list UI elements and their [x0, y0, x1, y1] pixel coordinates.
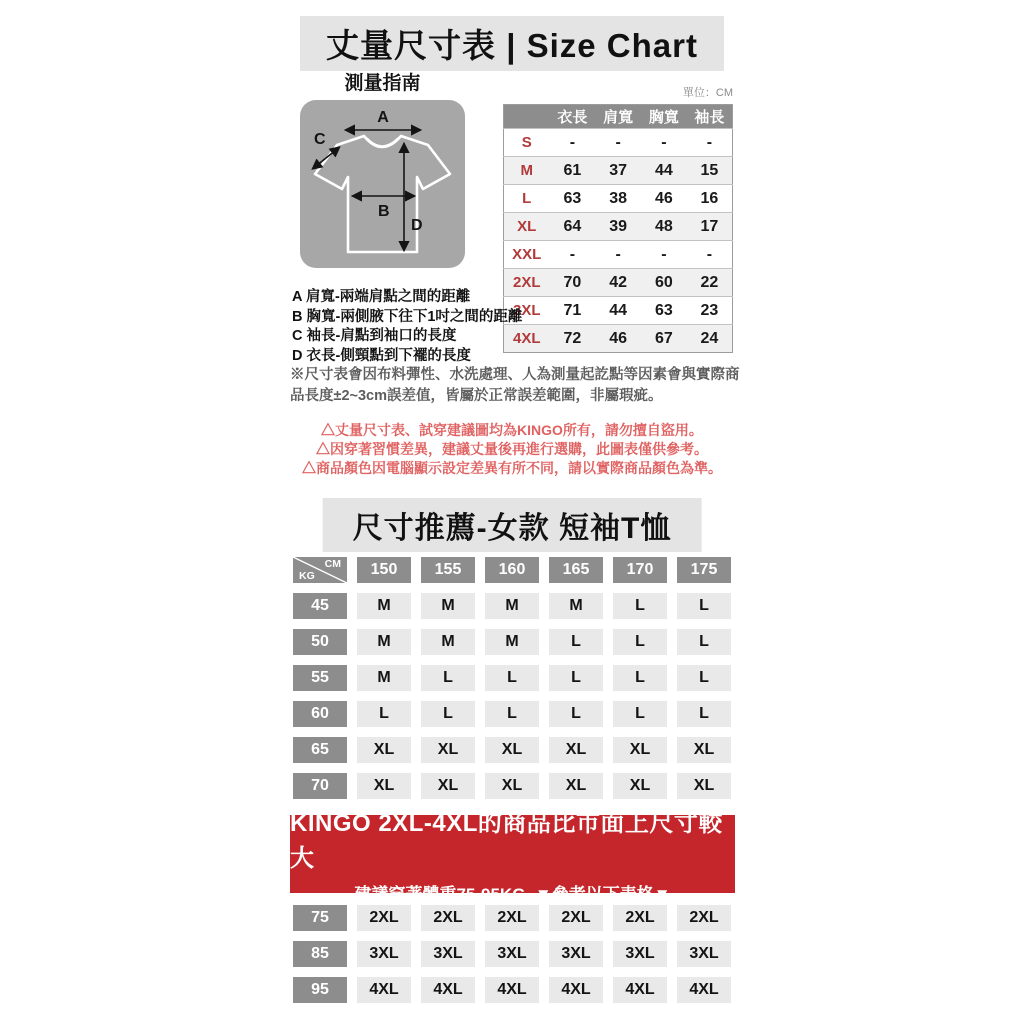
size-cell: L — [613, 629, 667, 655]
size-value-cell: 46 — [641, 185, 687, 213]
size-cell: M — [357, 665, 411, 691]
size-cell: XL — [357, 737, 411, 763]
size-cell: XL — [485, 773, 539, 799]
warning-line: △因穿著習慣差異，建議丈量後再進行選購，此圖表僅供參考。 — [316, 441, 708, 457]
size-cell: 2XL — [485, 905, 539, 931]
size-cell: XL — [549, 773, 603, 799]
size-value-cell: 17 — [687, 213, 733, 241]
size-value-cell: 44 — [641, 157, 687, 185]
size-value-cell: 61 — [550, 157, 596, 185]
size-cell: 4XL — [421, 977, 475, 1003]
height-header: 150 — [357, 557, 411, 583]
size-cell: M — [485, 593, 539, 619]
tshirt-measure-diagram — [300, 100, 465, 268]
table-row — [504, 241, 733, 269]
size-cell: 3XL — [677, 941, 731, 967]
size-cell: 2XL — [421, 905, 475, 931]
size-cell: 2XL — [549, 905, 603, 931]
col-sleeve-length: 袖長 — [687, 105, 733, 129]
size-value-cell: 37 — [595, 157, 641, 185]
label-d: D — [411, 217, 423, 234]
size-value-cell: - — [595, 129, 641, 157]
size-value-cell: 44 — [595, 297, 641, 325]
size-cell: 4XL — [613, 977, 667, 1003]
note-chest: B 胸寬-兩側腋下往下1吋之間的距離 — [292, 308, 523, 325]
table-row — [504, 185, 733, 213]
size-cell: L — [485, 701, 539, 727]
table-row — [504, 269, 733, 297]
size-cell: L — [613, 665, 667, 691]
tshirt-diagram-svg — [300, 100, 465, 268]
tolerance-disclaimer: ※尺寸表會因布料彈性、水洗處理、人為測量起訖點等因素會與實際商品長度±2~3cm誤差值，皆屬於正常誤差範圍，非屬瑕疵。 — [290, 367, 740, 404]
size-label: 4XL — [504, 325, 550, 353]
size-table-corner — [504, 105, 550, 129]
size-value-cell: 64 — [550, 213, 596, 241]
label-c: C — [314, 131, 326, 148]
measure-guide-heading: 測量指南 — [344, 73, 421, 94]
size-value-cell: 24 — [687, 325, 733, 353]
size-label: 3XL — [504, 297, 550, 325]
size-cell: 4XL — [677, 977, 731, 1003]
size-value-cell: - — [687, 129, 733, 157]
size-cell: M — [485, 629, 539, 655]
measure-notes — [292, 288, 522, 366]
warning-line: △丈量尺寸表、試穿建議圖均為KINGO所有，請勿擅自盜用。 — [321, 422, 703, 438]
col-shoulder-width: 肩寬 — [595, 105, 641, 129]
size-cell: L — [357, 701, 411, 727]
page-title: 丈量尺寸表 | Size Chart — [300, 16, 724, 71]
size-value-cell: - — [595, 241, 641, 269]
size-value-cell: 38 — [595, 185, 641, 213]
size-value-cell: 42 — [595, 269, 641, 297]
size-cell: L — [677, 629, 731, 655]
size-value-cell: 63 — [641, 297, 687, 325]
table-row — [504, 157, 733, 185]
table-row — [504, 213, 733, 241]
height-header: 170 — [613, 557, 667, 583]
weight-header: 60 — [293, 701, 347, 727]
size-value-cell: 60 — [641, 269, 687, 297]
corner-kg-label: KG — [299, 570, 315, 582]
size-label: L — [504, 185, 550, 213]
label-a: A — [377, 109, 389, 126]
table-row — [504, 297, 733, 325]
size-value-cell: - — [550, 129, 596, 157]
weight-header: 70 — [293, 773, 347, 799]
kingo-size-banner — [290, 810, 735, 904]
size-cell: L — [485, 665, 539, 691]
recommendation-matrix-upper — [293, 557, 731, 799]
size-cell: XL — [613, 737, 667, 763]
banner-subline: 建議穿著體重75-95KG ▼參考以下表格▼ — [354, 885, 671, 904]
size-cell: M — [357, 593, 411, 619]
label-b: B — [378, 203, 390, 220]
size-value-cell: 23 — [687, 297, 733, 325]
size-cell: L — [677, 701, 731, 727]
table-row — [504, 325, 733, 353]
size-cell: XL — [613, 773, 667, 799]
size-label: S — [504, 129, 550, 157]
size-value-cell: 67 — [641, 325, 687, 353]
col-chest-width: 胸寬 — [641, 105, 687, 129]
size-cell: 3XL — [357, 941, 411, 967]
banner-headline: KINGO 2XL-4XL的商品比市面上尺寸較大 — [290, 810, 723, 872]
size-cell: L — [613, 593, 667, 619]
tshirt-outline-icon — [315, 136, 450, 252]
size-value-cell: 71 — [550, 297, 596, 325]
size-value-cell: 70 — [550, 269, 596, 297]
size-value-cell: 48 — [641, 213, 687, 241]
table-row — [504, 129, 733, 157]
size-table — [503, 104, 733, 353]
size-cell: XL — [677, 773, 731, 799]
size-value-cell: 15 — [687, 157, 733, 185]
size-label: XXL — [504, 241, 550, 269]
note-sleeve: C 袖長-肩點到袖口的長度 — [292, 328, 457, 344]
note-length: D 衣長-側頸點到下襬的長度 — [292, 347, 471, 364]
size-cell: XL — [485, 737, 539, 763]
size-cell: XL — [549, 737, 603, 763]
recommendation-matrix-lower — [293, 905, 731, 1003]
size-cell: 2XL — [357, 905, 411, 931]
weight-header: 55 — [293, 665, 347, 691]
size-cell: L — [549, 701, 603, 727]
weight-header: 65 — [293, 737, 347, 763]
size-cell: L — [677, 593, 731, 619]
size-cell: 3XL — [485, 941, 539, 967]
size-cell: 3XL — [549, 941, 603, 967]
size-value-cell: 46 — [595, 325, 641, 353]
size-cell: L — [421, 665, 475, 691]
size-label: XL — [504, 213, 550, 241]
size-label: 2XL — [504, 269, 550, 297]
size-value-cell: 16 — [687, 185, 733, 213]
size-cell: XL — [421, 737, 475, 763]
unit-label: 單位：CM — [682, 87, 733, 99]
size-value-cell: - — [687, 241, 733, 269]
size-value-cell: - — [550, 241, 596, 269]
size-cell: 2XL — [677, 905, 731, 931]
matrix-corner-cell — [293, 557, 347, 583]
size-cell: 2XL — [613, 905, 667, 931]
weight-header: 85 — [293, 941, 347, 967]
weight-header: 75 — [293, 905, 347, 931]
height-header: 155 — [421, 557, 475, 583]
size-cell: L — [549, 665, 603, 691]
size-cell: M — [357, 629, 411, 655]
size-cell: XL — [357, 773, 411, 799]
recommendation-title: 尺寸推薦-女款 短袖T恤 — [323, 498, 702, 552]
col-garment-length: 衣長 — [550, 105, 596, 129]
size-cell: L — [549, 629, 603, 655]
warning-list — [0, 421, 1024, 478]
size-cell: XL — [421, 773, 475, 799]
size-cell: M — [421, 629, 475, 655]
size-cell: 4XL — [549, 977, 603, 1003]
warning-line: △商品顏色因電腦顯示設定差異有所不同，請以實際商品顏色為準。 — [302, 460, 722, 476]
size-table-header-row — [504, 105, 733, 129]
height-header: 175 — [677, 557, 731, 583]
size-cell: M — [421, 593, 475, 619]
size-cell: L — [613, 701, 667, 727]
size-cell: L — [677, 665, 731, 691]
size-value-cell: 72 — [550, 325, 596, 353]
size-cell: 4XL — [485, 977, 539, 1003]
size-value-cell: 39 — [595, 213, 641, 241]
size-value-cell: - — [641, 241, 687, 269]
weight-header: 45 — [293, 593, 347, 619]
weight-header: 95 — [293, 977, 347, 1003]
size-cell: M — [549, 593, 603, 619]
weight-header: 50 — [293, 629, 347, 655]
size-cell: 4XL — [357, 977, 411, 1003]
corner-cm-label: CM — [324, 558, 341, 570]
height-header: 165 — [549, 557, 603, 583]
size-cell: L — [421, 701, 475, 727]
height-header: 160 — [485, 557, 539, 583]
size-value-cell: 22 — [687, 269, 733, 297]
arrow-c — [313, 148, 339, 169]
size-value-cell: 63 — [550, 185, 596, 213]
note-shoulder: A 肩寬-兩端肩點之間的距離 — [292, 289, 471, 305]
size-value-cell: - — [641, 129, 687, 157]
size-label: M — [504, 157, 550, 185]
size-cell: 3XL — [613, 941, 667, 967]
size-cell: XL — [677, 737, 731, 763]
size-cell: 3XL — [421, 941, 475, 967]
